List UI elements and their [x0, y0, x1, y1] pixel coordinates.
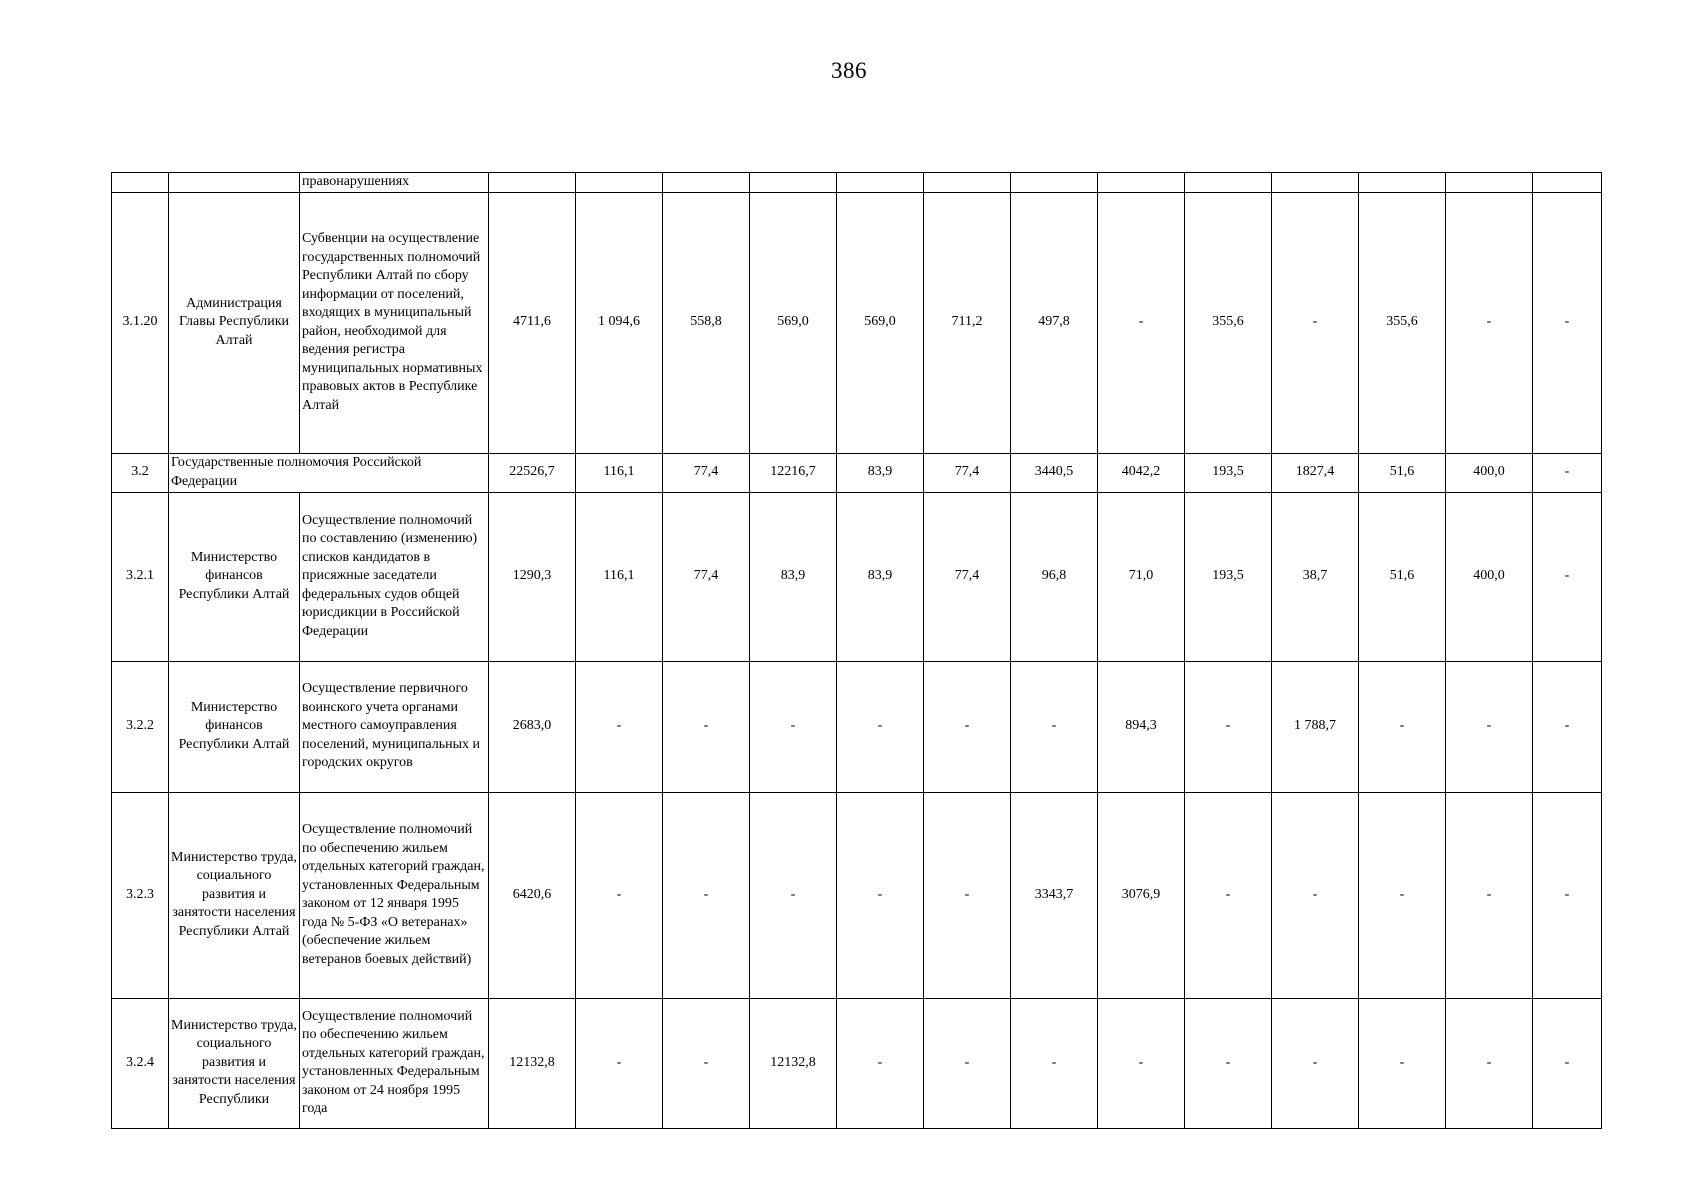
- value-cell: -: [924, 661, 1011, 792]
- row-organization: Министерство финансов Республики Алтай: [169, 661, 300, 792]
- value-cell: -: [1011, 998, 1098, 1128]
- value-cell: -: [1272, 792, 1359, 998]
- row-code: 3.2.2: [112, 661, 169, 792]
- value-cell: -: [576, 792, 663, 998]
- value-cell: [1533, 173, 1602, 193]
- value-cell: [1446, 173, 1533, 193]
- value-cell: -: [1359, 998, 1446, 1128]
- page-number: 386: [831, 58, 867, 83]
- value-cell: 77,4: [924, 453, 1011, 492]
- value-cell: 355,6: [1359, 192, 1446, 453]
- row-description: правонарушениях: [300, 173, 489, 193]
- value-cell: -: [1098, 998, 1185, 1128]
- value-cell: 38,7: [1272, 492, 1359, 661]
- value-cell: 894,3: [1098, 661, 1185, 792]
- value-cell: 83,9: [837, 492, 924, 661]
- table-row: [112, 661, 1602, 792]
- value-cell: -: [1533, 661, 1602, 792]
- value-cell: -: [837, 792, 924, 998]
- value-cell: 77,4: [924, 492, 1011, 661]
- value-cell: 569,0: [750, 192, 837, 453]
- value-cell: 12132,8: [750, 998, 837, 1128]
- value-cell: [663, 173, 750, 193]
- value-cell: 497,8: [1011, 192, 1098, 453]
- table-row: [112, 173, 1602, 193]
- row-description: Осуществление полномочий по обеспечению жильем отдельных категорий граждан, установленных Федеральным законом от 24 ноября 1995 года: [300, 998, 489, 1128]
- value-cell: 4042,2: [1098, 453, 1185, 492]
- value-cell: -: [837, 661, 924, 792]
- value-cell: 1 094,6: [576, 192, 663, 453]
- value-cell: [1011, 173, 1098, 193]
- value-cell: 96,8: [1011, 492, 1098, 661]
- value-cell: 400,0: [1446, 453, 1533, 492]
- value-cell: 12132,8: [489, 998, 576, 1128]
- row-code: 3.2.3: [112, 792, 169, 998]
- value-cell: -: [750, 661, 837, 792]
- row-organization: Министерство труда, социального развития и занятости населения Республики Алтай: [169, 792, 300, 998]
- row-code: 3.2.1: [112, 492, 169, 661]
- table-row: [112, 192, 1602, 453]
- table-row: [112, 998, 1602, 1128]
- value-cell: 22526,7: [489, 453, 576, 492]
- value-cell: 6420,6: [489, 792, 576, 998]
- row-code: 3.2.4: [112, 998, 169, 1128]
- value-cell: [750, 173, 837, 193]
- value-cell: 711,2: [924, 192, 1011, 453]
- value-cell: [1272, 173, 1359, 193]
- value-cell: 355,6: [1185, 192, 1272, 453]
- value-cell: 116,1: [576, 453, 663, 492]
- value-cell: -: [924, 998, 1011, 1128]
- value-cell: -: [1185, 998, 1272, 1128]
- table-row: [112, 492, 1602, 661]
- value-cell: [1098, 173, 1185, 193]
- row-code: [112, 173, 169, 193]
- value-cell: 12216,7: [750, 453, 837, 492]
- value-cell: -: [1533, 192, 1602, 453]
- value-cell: 193,5: [1185, 453, 1272, 492]
- value-cell: 1 788,7: [1272, 661, 1359, 792]
- row-description: Осуществление полномочий по составлению (изменению) списков кандидатов в присяжные заседатели федеральных судов общей юрисдикции в Российской Федерации: [300, 492, 489, 661]
- value-cell: 3440,5: [1011, 453, 1098, 492]
- row-organization: Министерство труда, социального развития и занятости населения Республики: [169, 998, 300, 1128]
- row-description: Осуществление первичного воинского учета органами местного самоуправления поселений, муниципальных и городских округов: [300, 661, 489, 792]
- value-cell: 77,4: [663, 492, 750, 661]
- value-cell: -: [1359, 792, 1446, 998]
- value-cell: -: [1185, 792, 1272, 998]
- table-row: [112, 792, 1602, 998]
- value-cell: -: [663, 792, 750, 998]
- value-cell: -: [663, 998, 750, 1128]
- value-cell: 2683,0: [489, 661, 576, 792]
- value-cell: [924, 173, 1011, 193]
- value-cell: -: [1446, 192, 1533, 453]
- value-cell: -: [1533, 453, 1602, 492]
- value-cell: -: [1446, 998, 1533, 1128]
- value-cell: -: [1533, 998, 1602, 1128]
- value-cell: -: [1098, 192, 1185, 453]
- value-cell: 51,6: [1359, 453, 1446, 492]
- value-cell: -: [1533, 492, 1602, 661]
- row-code: 3.2: [112, 453, 169, 492]
- value-cell: 569,0: [837, 192, 924, 453]
- value-cell: 558,8: [663, 192, 750, 453]
- row-organization: [169, 173, 300, 193]
- row-organization: Администрация Главы Республики Алтай: [169, 192, 300, 453]
- value-cell: -: [1185, 661, 1272, 792]
- value-cell: -: [1446, 661, 1533, 792]
- value-cell: 83,9: [750, 492, 837, 661]
- value-cell: -: [837, 998, 924, 1128]
- row-code: 3.1.20: [112, 192, 169, 453]
- value-cell: 1290,3: [489, 492, 576, 661]
- row-description: Осуществление полномочий по обеспечению жильем отдельных категорий граждан, установленных Федеральным законом от 12 января 1995 года № 5-ФЗ «О ветеранах» (обеспечение жильем ветеранов боевых действий): [300, 792, 489, 998]
- section-label: Государственные полномочия Российской Федерации: [169, 453, 489, 492]
- value-cell: -: [924, 792, 1011, 998]
- value-cell: -: [1359, 661, 1446, 792]
- value-cell: 51,6: [1359, 492, 1446, 661]
- table-row: [112, 453, 1602, 492]
- value-cell: 116,1: [576, 492, 663, 661]
- value-cell: [1359, 173, 1446, 193]
- value-cell: 83,9: [837, 453, 924, 492]
- value-cell: 3076,9: [1098, 792, 1185, 998]
- value-cell: -: [1272, 192, 1359, 453]
- row-description: Субвенции на осуществление государственных полномочий Республики Алтай по сбору информации от поселений, входящих в муниципальный район, необходимой для ведения регистра муниципальных нормативных правовых актов в Республике Алтай: [300, 192, 489, 453]
- budget-table: [111, 172, 1602, 1129]
- value-cell: [837, 173, 924, 193]
- value-cell: -: [1533, 792, 1602, 998]
- value-cell: 1827,4: [1272, 453, 1359, 492]
- value-cell: [489, 173, 576, 193]
- value-cell: -: [663, 661, 750, 792]
- value-cell: -: [1446, 792, 1533, 998]
- value-cell: 3343,7: [1011, 792, 1098, 998]
- value-cell: -: [1011, 661, 1098, 792]
- value-cell: [1185, 173, 1272, 193]
- value-cell: -: [576, 661, 663, 792]
- value-cell: 77,4: [663, 453, 750, 492]
- value-cell: 193,5: [1185, 492, 1272, 661]
- value-cell: -: [750, 792, 837, 998]
- value-cell: -: [1272, 998, 1359, 1128]
- row-organization: Министерство финансов Республики Алтай: [169, 492, 300, 661]
- value-cell: -: [576, 998, 663, 1128]
- value-cell: 4711,6: [489, 192, 576, 453]
- value-cell: 400,0: [1446, 492, 1533, 661]
- value-cell: 71,0: [1098, 492, 1185, 661]
- value-cell: [576, 173, 663, 193]
